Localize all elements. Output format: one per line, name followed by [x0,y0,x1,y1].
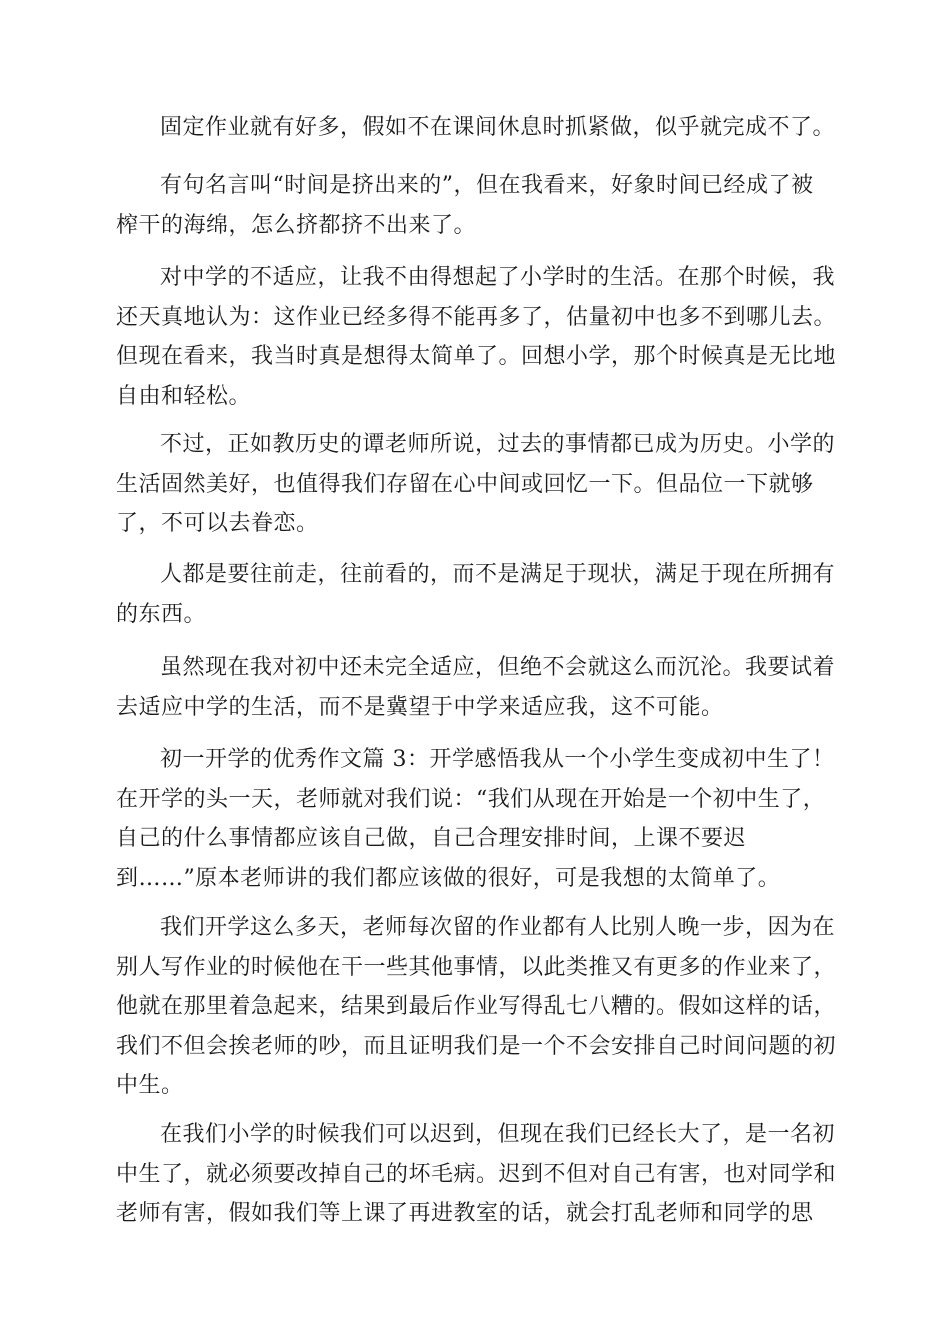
text-line: 但现在看来，我当时真是想得太简单了。回想小学，那个时候真是无比地 [116,344,837,369]
paragraph-5 [116,555,836,634]
text-line: 自由和轻松。 [116,383,252,409]
text-line: 别人写作业的时候他在干一些其他事情，以此类推又有更多的作业来了， [116,954,837,980]
text-line: 老师有害，假如我们等上课了再进教室的话，就会打乱老师和同学的思 [116,1201,814,1226]
paragraph-7 [116,740,836,898]
paragraph-8 [116,908,836,1106]
text-line: 中生了，就必须要改掉自己的坏毛病。迟到不但对自己有害，也对同学和 [116,1161,837,1187]
text-line: 虽然现在我对初中还未完全适应，但绝不会就这么而沉沦。我要试着 [160,655,836,680]
text-line: 中生。 [116,1073,184,1098]
text-line: 的东西。 [116,601,207,627]
text-line: 他就在那里着急起来，结果到最后作业写得乱七八糟的。假如这样的话， [116,994,837,1019]
paragraph-4 [116,425,836,544]
paragraph-1 [116,108,836,148]
text-line: 在我们小学的时候我们可以迟到，但现在我们已经长大了，是一名初 [160,1122,836,1147]
text-line: 我们开学这么多天，老师每次留的作业都有人比别人晚一步，因为在 [160,915,836,940]
paragraph-9 [116,1115,836,1234]
text-line: 了，不可以去眷恋。 [116,511,319,536]
text-line: 固定作业就有好多，假如不在课间休息时抓紧做，似乎就完成不了。 [160,115,836,140]
text-line: 生活固然美好，也值得我们存留在心中间或回忆一下。但品位一下就够 [116,471,814,497]
text-line: 到……”原本老师讲的我们都应该做的很好，可是我想的太简单了。 [116,865,781,891]
text-line: 榨干的海绵，怎么挤都挤不出来了。 [116,212,477,238]
text-line: 还天真地认为：这作业已经多得不能再多了，估量初中也多不到哪儿去。 [116,304,837,330]
text-line: 对中学的不适应，让我不由得想起了小学时的生活。在那个时候，我 [160,265,836,290]
text-line: 不过，正如教历史的谭老师所说，过去的事情都已成为历史。小学的 [160,432,836,457]
paragraph-3 [116,258,836,416]
text-line: 有句名言叫“时间是挤出来的”，但在我看来，好象时间已经成了被 [160,173,814,198]
text-line: 在开学的头一天，老师就对我们说：“我们从现在开始是一个初中生了， [116,786,826,812]
text-line: 自己的什么事情都应该自己做，自己合理安排时间，上课不要迟 [116,826,747,851]
text-line: 我们不但会挨老师的吵，而且证明我们是一个不会安排自己时间问题的初 [116,1033,837,1059]
text-line: 初一开学的优秀作文篇 3：开学感悟我从一个小学生变成初中生了！ [160,747,835,772]
paragraph-2 [116,166,836,245]
text-line: 人都是要往前走，往前看的，而不是满足于现状，满足于现在所拥有 [160,562,836,587]
paragraph-6 [116,648,836,727]
text-line: 去适应中学的生活，而不是冀望于中学来适应我，这不可能。 [116,694,724,720]
